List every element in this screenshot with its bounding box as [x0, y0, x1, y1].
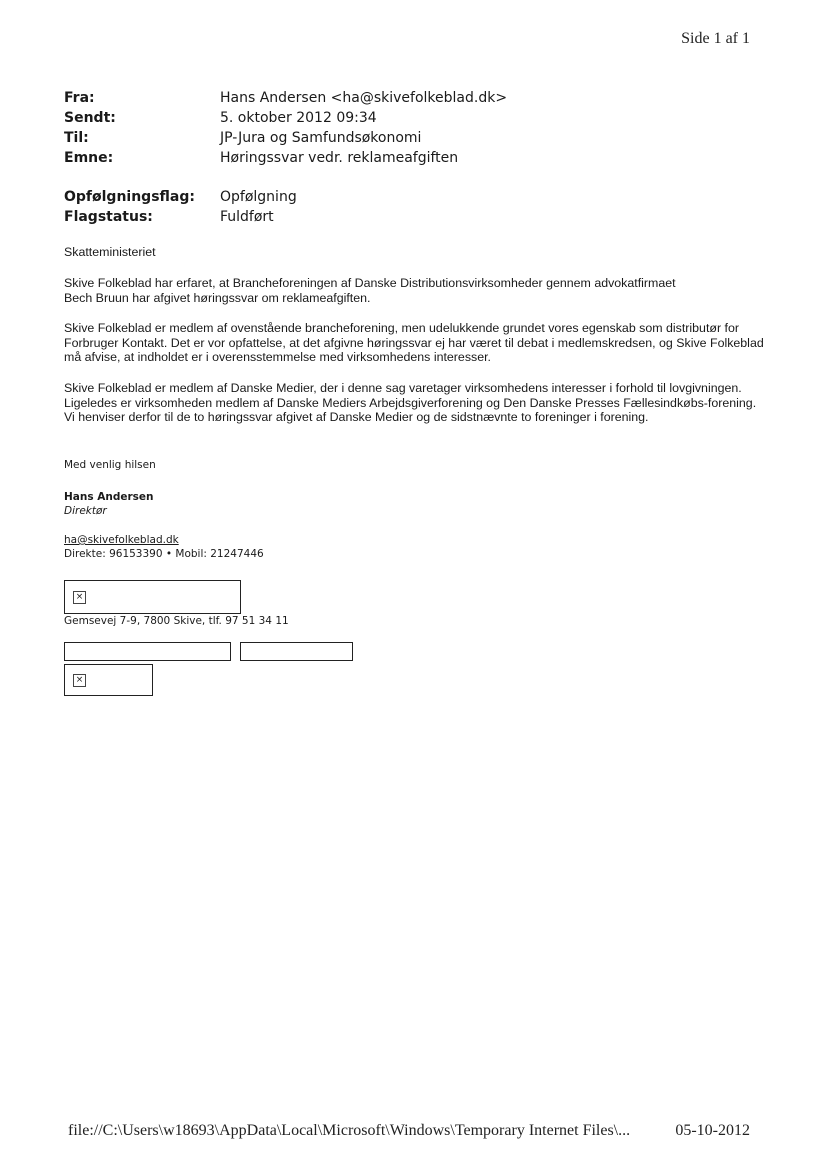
header-to: [64, 130, 421, 146]
signature-phones: Direkte: 96153390 • Mobil: 21247446: [64, 548, 264, 560]
broken-image-icon: ×: [73, 591, 86, 604]
banner-image-placeholder-right: [240, 642, 353, 661]
sent-label: Sendt:: [64, 110, 116, 126]
footer-date: 05-10-2012: [675, 1122, 750, 1139]
paragraph-1: Skive Folkeblad har erfaret, at Brancheforeningen af Danske Distributionsvirksomheder gennem advokatfirmaet Bech Bruun har afgivet høringssvar om reklameafgiften.: [64, 276, 676, 305]
logo-image-placeholder: [64, 580, 241, 614]
to-label: Til:: [64, 130, 89, 146]
closing: Med venlig hilsen: [64, 459, 156, 471]
header-flag: [64, 189, 297, 205]
header-sent: [64, 110, 377, 126]
footer-file-path: file://C:\Users\w18693\AppData\Local\Microsoft\Windows\Temporary Internet Files\...: [68, 1122, 631, 1139]
sent-value: 5. oktober 2012 09:34: [220, 110, 377, 126]
from-value: Hans Andersen <ha@skivefolkeblad.dk>: [220, 90, 508, 106]
signature-address: Gemsevej 7-9, 7800 Skive, tlf. 97 51 34 11: [64, 615, 289, 627]
status-value: Fuldført: [220, 209, 274, 225]
status-label: Flagstatus:: [64, 209, 153, 225]
header-status: [64, 209, 274, 225]
signature-email-link[interactable]: ha@skivefolkeblad.dk: [64, 534, 179, 546]
greeting: Skatteministeriet: [64, 245, 156, 259]
signature-name: Hans Andersen: [64, 491, 154, 503]
header-from: [64, 90, 507, 106]
footer-image-placeholder: [64, 664, 153, 696]
to-value: JP-Jura og Samfundsøkonomi: [220, 130, 422, 146]
banner-image-placeholder-left: [64, 642, 231, 661]
flag-label: Opfølgningsflag:: [64, 189, 195, 205]
subject-value: Høringssvar vedr. reklameafgiften: [220, 150, 459, 166]
flag-value: Opfølgning: [220, 189, 297, 205]
from-label: Fra:: [64, 90, 95, 106]
subject-label: Emne:: [64, 150, 114, 166]
page-number: Side 1 af 1: [681, 30, 750, 47]
paragraph-2: Skive Folkeblad er medlem af ovenstående brancheforening, men udelukkende grundet vores egenskab som distributør for Forbruger Kontakt. Det er vor opfattelse, at det afgivne høringssvar ej har været til debat i medlemskredsen, og Skive Folkeblad må afvise, at indholdet er i overensstemmelse med virksomhedens interesser.: [64, 321, 764, 365]
paragraph-3: Skive Folkeblad er medlem af Danske Medier, der i denne sag varetager virksomhedens interesser i forhold til lovgivningen. Ligeledes er virksomheden medlem af Danske Mediers Arbejdsgiverforening og Den Danske Presses Fællesindkøbs-forening. Vi henviser derfor til de to høringssvar afgivet af Danske Medier og de sidstnævnte to foreninger i forening.: [64, 381, 757, 425]
signature-title: Direktør: [64, 505, 107, 517]
broken-image-icon: ×: [73, 674, 86, 687]
header-subject: [64, 150, 458, 166]
